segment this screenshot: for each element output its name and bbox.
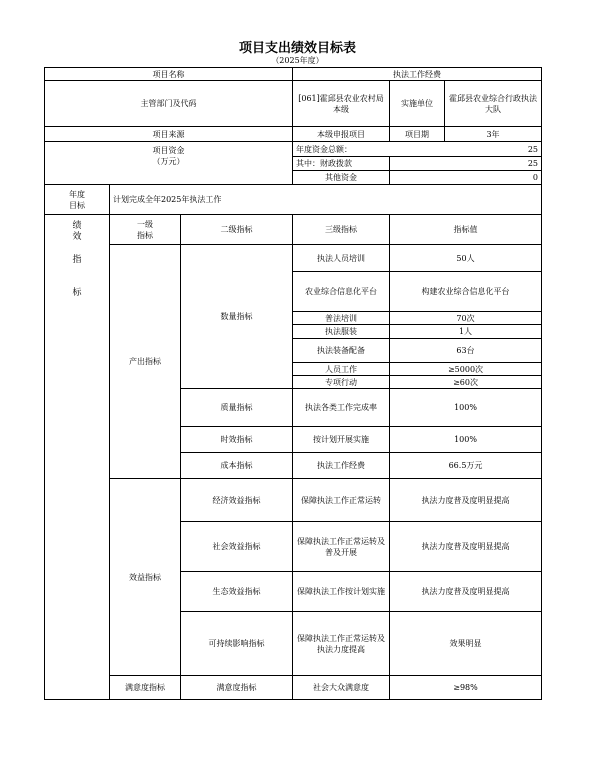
social-benefit-label: 社会效益指标 [181,522,293,572]
indicator-value: 执法力度普及度明显提高 [390,479,542,522]
level1-header-line1: 一级 [137,219,153,229]
indicator-name: 人员工作 [293,363,390,376]
eco-benefit-label: 生态效益指标 [181,572,293,612]
indicator-name: 执法各类工作完成率 [293,389,390,427]
side-char-3: 指 [72,255,82,265]
indicator-value: 50人 [390,245,542,272]
funds-label-spacer [45,171,293,185]
value-header: 指标值 [390,215,542,245]
level1-header-line2: 指标 [137,230,153,240]
indicator-name: 保障执法工作正常运转 [293,479,390,522]
indicator-value: 构建农业综合信息化平台 [390,272,542,312]
dept-label: 主管部门及代码 [45,81,293,127]
indicator-value: ≥98% [390,676,542,700]
indicator-name: 专项行动 [293,376,390,389]
level3-header: 三级指标 [293,215,390,245]
other-funds-value: 0 [390,171,542,185]
quality-indicator-label: 质量指标 [181,389,293,427]
indicator-name: 按计划开展实施 [293,427,390,453]
side-char-2: 效 [72,232,82,242]
annual-goal-text: 计划完成全年2025年执法工作 [110,185,542,215]
annual-goal-label-line2: 目标 [69,200,85,210]
project-name-value: 执法工作经费 [293,68,542,81]
page-subtitle-year: （2025年度） [271,56,324,65]
indicator-value: 执法力度普及度明显提高 [390,572,542,612]
sustainable-impact-label: 可持续影响指标 [181,612,293,676]
indicator-value: 1人 [390,325,542,339]
period-value: 3年 [445,127,542,142]
period-label: 项目期 [390,127,445,142]
other-funds-label: 其他资金 [293,171,390,185]
output-indicator-label: 产出指标 [110,245,181,479]
indicator-value: 效果明显 [390,612,542,676]
benefit-indicator-label: 效益指标 [110,479,181,676]
indicator-value: ≥5000次 [390,363,542,376]
funds-label-line1: 项目资金 [152,146,185,156]
indicator-value: 66.5万元 [390,453,542,479]
indicator-name: 社会大众满意度 [293,676,390,700]
source-value: 本级申报项目 [293,127,390,142]
impl-unit-value: 霍邱县农业综合行政执法大队 [445,81,542,127]
fiscal-funds-value: 25 [390,157,542,171]
performance-target-table [44,67,542,700]
cost-indicator-label: 成本指标 [181,453,293,479]
indicator-value: 100% [390,427,542,453]
total-funds-value: 25 [390,142,542,157]
level2-header: 二级指标 [181,215,293,245]
source-label: 项目来源 [45,127,293,142]
satisfaction-level2-label: 满意度指标 [181,676,293,700]
indicator-name: 执法人员培训 [293,245,390,272]
indicator-name: 保障执法工作按计划实施 [293,572,390,612]
funds-label-line2: （万元） [152,157,185,167]
indicator-name: 保障执法工作正常运转及执法力度提高 [293,612,390,676]
page-title: 项目支出绩效目标表 [238,41,356,56]
total-funds-label: 年度资金总额： [293,142,390,157]
indicator-value: 63台 [390,339,542,363]
indicator-name: 执法装备配备 [293,339,390,363]
timeliness-indicator-label: 时效指标 [181,427,293,453]
indicator-name: 保障执法工作正常运转及普及开展 [293,522,390,572]
project-name-label: 项目名称 [45,68,293,81]
indicator-name: 普法培训 [293,312,390,325]
annual-goal-label-line1: 年度 [69,189,85,199]
fiscal-funds-label: 其中：财政拨款 [293,157,390,171]
dept-value: [061]霍邱县农业农村局本级 [293,81,390,127]
quantity-indicator-label: 数量指标 [181,245,293,389]
perf-indicator-side-label [45,215,110,700]
indicator-value: 执法力度普及度明显提高 [390,522,542,572]
indicator-value: 70次 [390,312,542,325]
side-char-1: 绩 [72,221,82,231]
funds-label [45,142,293,171]
indicator-value: 100% [390,389,542,427]
side-char-4: 标 [72,288,82,298]
impl-unit-label: 实施单位 [390,81,445,127]
indicator-value: ≥60次 [390,376,542,389]
satisfaction-level1-label: 满意度指标 [110,676,181,700]
indicator-name: 农业综合信息化平台 [293,272,390,312]
indicator-name: 执法工作经费 [293,453,390,479]
economic-benefit-label: 经济效益指标 [181,479,293,522]
level1-header [110,215,181,245]
indicator-name: 执法服装 [293,325,390,339]
annual-goal-label [45,185,110,215]
